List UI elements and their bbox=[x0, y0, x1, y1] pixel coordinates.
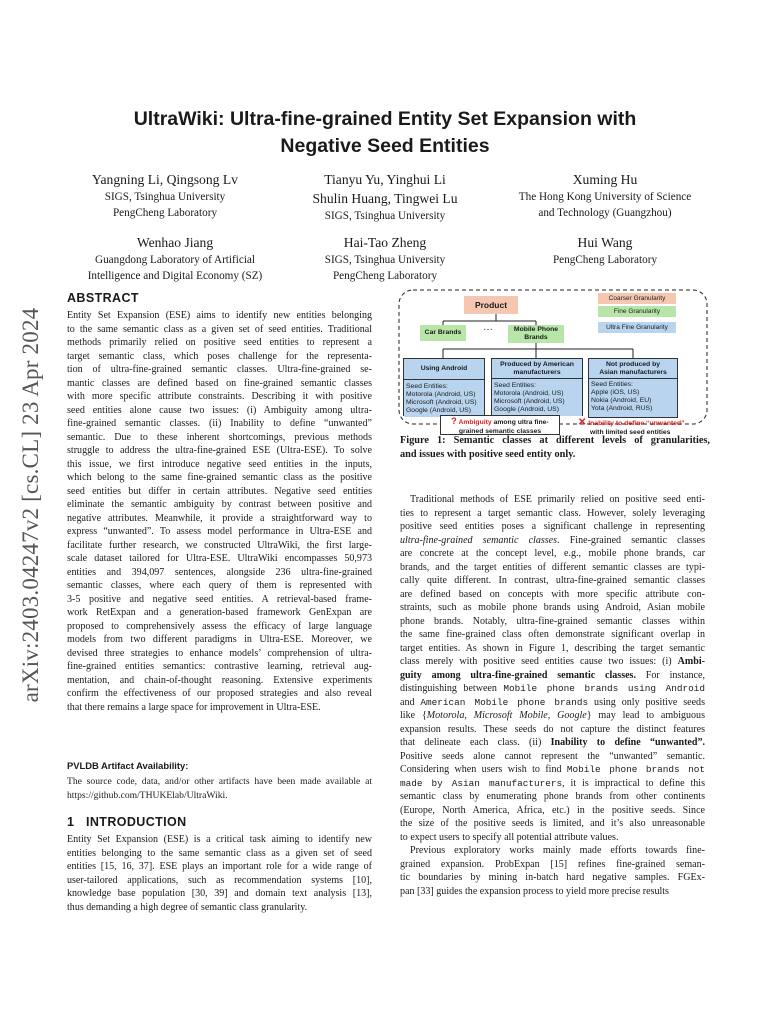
emphasis: made by Asian manufacturers bbox=[400, 777, 563, 789]
text-line: Traditional methods of ESE primarily relied on positive seed enti- bbox=[410, 494, 705, 505]
text-line: entities [15, 16, 37]. ESE plays an important role for a wide range of bbox=[67, 861, 372, 872]
emphasis: Inability to define “unwanted”. bbox=[550, 737, 705, 748]
seed-line: Microsoft (Android, US) bbox=[494, 398, 565, 405]
text-line: Previous exploratory works mainly made efforts towards fine- bbox=[410, 845, 705, 856]
author-affiliation: Guangdong Laboratory of Artificial bbox=[95, 254, 255, 266]
text-line: this issue, we first introduce negative seed entities in the inputs, bbox=[67, 458, 372, 470]
seed-line: Yota (Android, RUS) bbox=[591, 405, 653, 412]
text-line: devised three strategies to enhance models’ comprehension of ultra- bbox=[67, 647, 372, 659]
inability-line-1: Inability to define “unwanted” bbox=[588, 420, 685, 427]
text-line: mentation, and chain-of-thought reasoning. Extensive experiments bbox=[67, 674, 372, 686]
text-line: semantic. Due to these inherent shortcomings, previous methods bbox=[67, 431, 372, 443]
pvldb-heading: PVLDB Artifact Availability: bbox=[67, 760, 189, 771]
pvldb-line: The source code, data, and/or other artifacts have been made available at bbox=[67, 776, 372, 787]
text-line: knowledge base population [30, 39] and domain text analysis [13], bbox=[67, 888, 372, 899]
text-line: guity among ultra-fine-grained semantic classes. For instance, bbox=[400, 669, 705, 681]
seed-line: Nokia (Android, EU) bbox=[591, 397, 652, 404]
text-line: 3-5 positive and negative seed entities. A retrieval-based frame- bbox=[67, 593, 372, 605]
node-car-brands: Car Brands bbox=[420, 325, 466, 341]
text-line: fine-grained entities semantics: contrastive learning, retrieval aug- bbox=[67, 661, 372, 672]
text-line: tion of ultra-fine-grained semantic classes. Ultra-fine-grained se- bbox=[67, 364, 372, 375]
text-line: distinguishing between Mobile phone brands using Android bbox=[400, 683, 705, 694]
author-affiliation: PengCheng Laboratory bbox=[332, 270, 438, 282]
text-line: like {Motorola, Microsoft Mobile, Google} may lead to ambiguous bbox=[400, 710, 705, 721]
node-ellipsis: … bbox=[483, 322, 493, 333]
text-line: methods primarily relied on positive seed entities to represent a bbox=[67, 337, 372, 348]
text-line: (Europe, North America, Africa, etc.) in the positive seeds. Since bbox=[400, 804, 705, 816]
abstract-heading: ABSTRACT bbox=[67, 291, 139, 305]
text-line: Considering when users wish to find Mobile phone brands not bbox=[400, 764, 705, 775]
text-line: the same fine-grained class often demonstrate significant overlap in bbox=[400, 629, 705, 640]
author-block-1 bbox=[60, 170, 270, 221]
text-line: target entities. As shown in Figure 1, describing the target semantic bbox=[400, 642, 705, 654]
emphasis: American Mobile phone brands bbox=[420, 696, 589, 708]
emphasis: Mobile phone brands using Android bbox=[503, 683, 705, 694]
author-block-5 bbox=[280, 233, 490, 284]
author-name: Tianyu Yu, Yinghui Li bbox=[324, 172, 446, 187]
text-line: entities belonging to the same semantic class as a given set of seed bbox=[67, 847, 372, 859]
text-line: with more specific attribute constraints. Describing it with positive bbox=[67, 391, 372, 402]
pvldb-body bbox=[67, 775, 372, 803]
text-line: thus demanding a high degree of semantic class granularity. bbox=[67, 901, 308, 913]
text-line: cally quite different. In contrast, ultra-fine-grained semantic classes bbox=[400, 575, 705, 586]
author-name: Hai-Tao Zheng bbox=[343, 235, 427, 250]
right-column-body bbox=[400, 493, 705, 898]
author-name: Yangning Li, Qingsong Lv bbox=[92, 172, 238, 187]
node-title: Using Android bbox=[404, 359, 484, 380]
text-line: tic boundaries by mining in-batch hard negative samples. FGEx- bbox=[400, 872, 705, 883]
intro-heading bbox=[67, 815, 187, 829]
title-line-1: UltraWiki: Ultra-fine-grained Entity Set Expansion with bbox=[133, 108, 637, 130]
question-mark-icon: ? bbox=[451, 416, 457, 426]
text-line: to the same semantic class as a given set of seed entities. Traditional bbox=[67, 323, 372, 335]
text-line: grained expansion. ProbExpan [15] refines fine-grained seman- bbox=[400, 858, 705, 870]
seed-line: Seed Entities: bbox=[591, 381, 633, 388]
seed-line: Google (Android, US) bbox=[406, 407, 471, 414]
text-line: phone brands. Notably, ultra-fine-grained semantic classes within bbox=[400, 615, 705, 627]
text-line: semantic class by enumerating phone brands from other continents bbox=[400, 791, 705, 802]
text-line: ties to represent a target semantic class. However, solely leveraging bbox=[400, 507, 705, 519]
author-affiliation: SIGS, Tsinghua University bbox=[324, 210, 446, 222]
node-using-android bbox=[403, 358, 485, 416]
text-line: are defined based on concepts with more specific attribute con- bbox=[400, 588, 705, 600]
text-line: Entity Set Expansion (ESE) aims to identify new entities belonging bbox=[67, 310, 372, 321]
arxiv-stamp: arXiv:2403.04247v2 [cs.CL] 23 Apr 2024 bbox=[18, 307, 43, 703]
abstract-body bbox=[67, 309, 372, 714]
emphasis: ultra-fine-grained semantic classes bbox=[400, 534, 558, 546]
ambiguity-text: among ultra fine- bbox=[493, 419, 549, 426]
text-line: seed entities alone cause two issues: (i) Ambiguity among ultra- bbox=[67, 404, 372, 416]
text-line: pan [33] guides the expansion process to yield more precise results bbox=[400, 885, 669, 897]
paper-title bbox=[60, 106, 710, 160]
author-block-4 bbox=[60, 233, 290, 284]
legend-fine: Fine Granularity bbox=[598, 306, 676, 317]
text-line: express “unwanted”. To assess model performance in Ultra-ESE and bbox=[67, 526, 372, 537]
text-line: facilitate further research, we constructed UltraWiki, the first large- bbox=[67, 539, 372, 551]
cross-icon: ✕ bbox=[578, 417, 587, 428]
text-line: Positive seeds alone cannot represent the “unwanted” semantic. bbox=[400, 750, 705, 762]
text-line: fine-grained semantic classes. (ii) Inability to define “unwanted” bbox=[67, 418, 372, 429]
figure-caption bbox=[400, 434, 710, 461]
text-line: user-tailored applications, such as recommendation systems [10], bbox=[67, 874, 372, 886]
section-title: INTRODUCTION bbox=[85, 815, 187, 829]
text-line: straints, such as mobile phone brands using Android, Asian mobile bbox=[400, 602, 705, 613]
text-line: eliminate the semantic ambiguity by contrast between positive and bbox=[67, 499, 372, 510]
seed-line: Motorola (Android, US) bbox=[406, 391, 476, 398]
text-line: mantic classes are defined based on fine-grained semantic classes bbox=[67, 377, 372, 389]
text-line: struggle to address the ultra-fine-grained ESE (Ultra-ESE). To solve bbox=[67, 445, 372, 456]
text-line: scale dataset tailored for Ultra-ESE. UltraWiki encompasses 50,973 bbox=[67, 553, 372, 564]
seed-line: Google (Android, US) bbox=[494, 406, 559, 413]
ambiguity-note bbox=[440, 415, 560, 435]
text-line: confirm the effectiveness of our proposed strategies and also reveal bbox=[67, 688, 372, 699]
seed-line: Motorola (Android, US) bbox=[494, 390, 564, 397]
node-title: Not produced by Asian manufacturers bbox=[589, 359, 677, 379]
text-line: class merely with positive seed entities cause two issues: (i) Ambi- bbox=[400, 656, 705, 667]
text-line: models from two different paradigms in Ultra-ESE. Moreover, we bbox=[67, 634, 372, 645]
intro-body bbox=[67, 833, 372, 914]
text-line: ultra-fine-grained semantic classes. Fine-grained semantic classes bbox=[400, 534, 705, 546]
node-title: Produced by American manufacturers bbox=[492, 359, 582, 379]
author-block-3 bbox=[490, 170, 720, 221]
inability-line-2: with limited seed entities bbox=[590, 428, 671, 436]
author-name: Xuming Hu bbox=[572, 172, 638, 187]
emphasis: Motorola, Microsoft Mobile, Google bbox=[426, 710, 587, 721]
seed-line: Apple (iOS, US) bbox=[591, 389, 640, 396]
author-block-2 bbox=[280, 170, 490, 224]
text-line: that delineate each class. (ii) Inability to define “unwanted”. bbox=[400, 737, 705, 748]
caption-line: and issues with positive seed entity only. bbox=[400, 448, 576, 460]
text-line: are concrete at the concept level, e.g., mobile phone brands, car bbox=[400, 548, 705, 559]
node-mobile-brands: Mobile Phone Brands bbox=[508, 325, 564, 343]
section-number: 1 bbox=[67, 815, 75, 829]
text-line: proposed to comprehensively assess the efficacy of large language bbox=[67, 620, 372, 632]
seed-line: Seed Entities: bbox=[406, 383, 448, 390]
ambiguity-word: Ambiguity bbox=[458, 419, 492, 426]
author-name: Hui Wang bbox=[577, 235, 633, 250]
text-line: brands, and the target entities of different semantic classes are typi- bbox=[400, 561, 705, 573]
text-line: target semantic class, which poses challenge for the representa- bbox=[67, 350, 372, 362]
text-line: expansion results. These seeds do not capture the distinct features bbox=[400, 723, 705, 735]
text-line: to expect users to specify all potential attribute values. bbox=[400, 831, 619, 843]
emphasis: Mobile phone brands not bbox=[566, 764, 705, 775]
text-line: work RetExpan and a generation-based framework GenExpan are bbox=[67, 607, 372, 618]
legend-ultra: Ultra Fine Granularity bbox=[598, 322, 676, 333]
figure-1 bbox=[398, 284, 710, 436]
seed-line: ...... bbox=[591, 413, 603, 420]
text-line: which belong to the same fine-grained semantic class as the positive bbox=[67, 472, 372, 483]
author-affiliation: and Technology (Guangzhou) bbox=[538, 207, 672, 219]
author-affiliation: PengCheng Laboratory bbox=[112, 207, 218, 219]
legend-coarse: Coarser Granularity bbox=[598, 293, 676, 304]
author-affiliation: PengCheng Laboratory bbox=[552, 254, 658, 266]
text-line: made by Asian manufacturers, it is impractical to define this bbox=[400, 777, 705, 789]
text-line: that there remains a large space for improvement in Ultra-ESE. bbox=[67, 701, 321, 713]
author-affiliation: SIGS, Tsinghua University bbox=[104, 191, 226, 203]
pvldb-link[interactable]: https://github.com/THUKElab/UltraWiki. bbox=[67, 790, 228, 801]
emphasis: Ambi- bbox=[677, 656, 705, 667]
text-line: seed entities but differ in certain attributes. Negative seed entities bbox=[67, 485, 372, 497]
text-line: negative attributes. Meanwhile, it provide a straightforward way to bbox=[67, 512, 372, 524]
seed-line: Microsoft (Android, US) bbox=[406, 399, 477, 406]
caption-line: Figure 1: Semantic classes at different levels of granularities, bbox=[400, 435, 710, 446]
author-affiliation: The Hong Kong University of Science bbox=[518, 191, 692, 203]
text-line: the size of the positive seeds is limited, and it’s also unreasonable bbox=[400, 818, 705, 829]
author-name-2: Shulin Huang, Tingwei Lu bbox=[312, 191, 458, 206]
text-line: and American Mobile phone brands using only positive seeds bbox=[400, 696, 705, 708]
author-affiliation: SIGS, Tsinghua University bbox=[324, 254, 446, 266]
ambiguity-line-2: grained semantic classes bbox=[458, 427, 542, 435]
text-line: semantic classes, where each query of them is represented with bbox=[67, 580, 372, 591]
text-line: Entity Set Expansion (ESE) is a critical task aiming to identify new bbox=[67, 834, 372, 845]
author-name: Wenhao Jiang bbox=[136, 235, 214, 250]
text-line: positive seed entities poses a significant challenge in representing bbox=[400, 521, 705, 532]
seed-line: Seed Entities: bbox=[494, 382, 536, 389]
text-line: entities and 394,097 sentences, alongside 236 ultra-fine-grained bbox=[67, 566, 372, 578]
author-affiliation: Intelligence and Digital Economy (SZ) bbox=[87, 270, 263, 282]
node-product: Product bbox=[464, 296, 518, 314]
node-not-asian bbox=[588, 358, 678, 418]
title-line-2: Negative Seed Entities bbox=[280, 135, 490, 157]
emphasis: guity among ultra-fine-grained semantic classes. bbox=[400, 669, 636, 681]
author-block-6 bbox=[490, 233, 720, 268]
node-american-manufacturers bbox=[491, 358, 583, 416]
